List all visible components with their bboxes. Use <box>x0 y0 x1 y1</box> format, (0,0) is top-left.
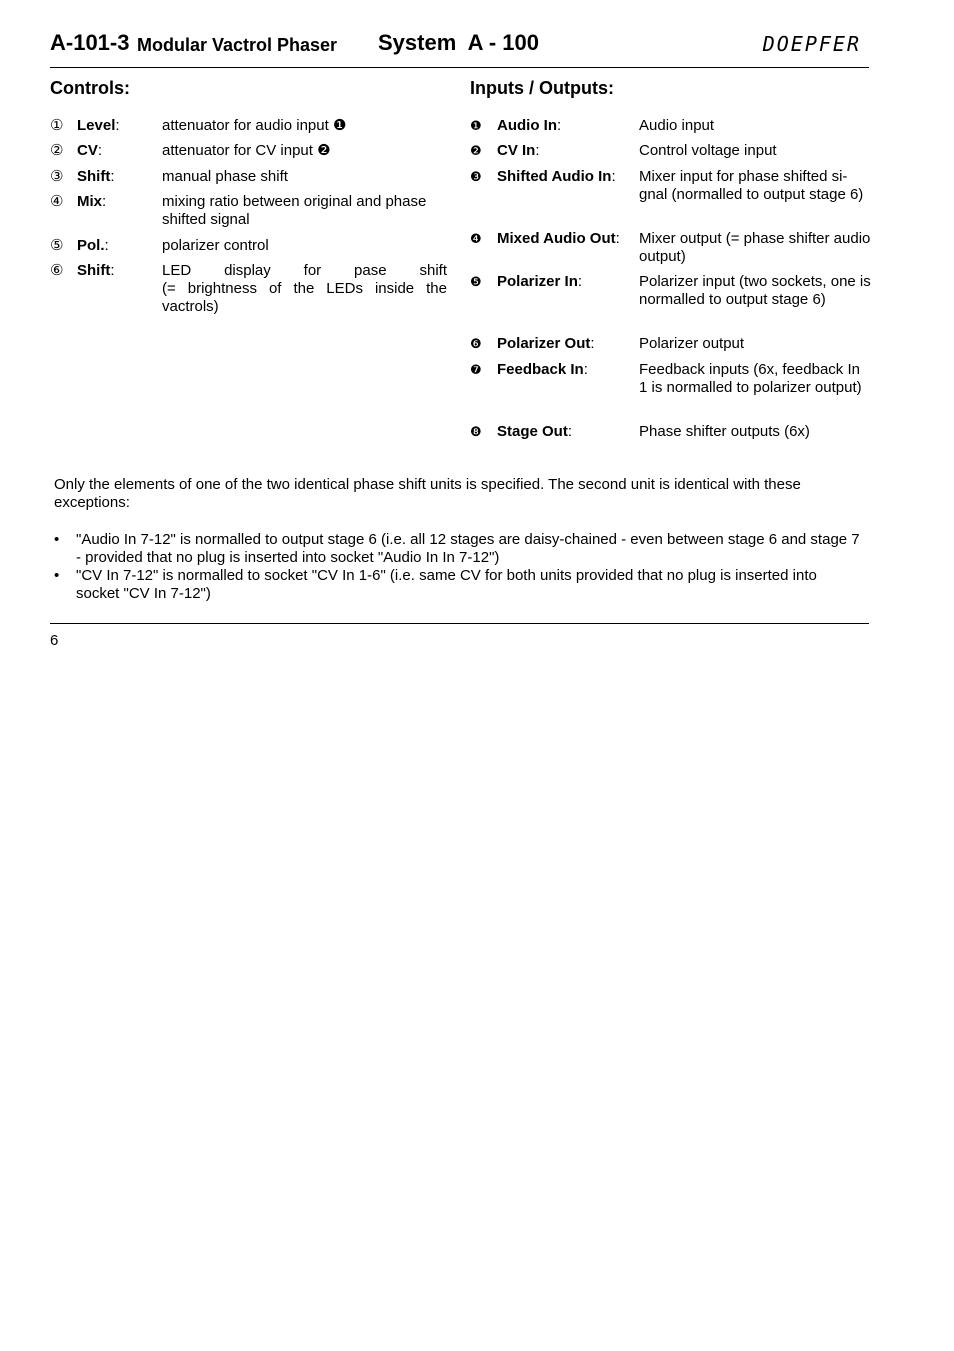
io-number: ❶ <box>470 118 482 133</box>
io-number: ❼ <box>470 362 482 377</box>
io-heading: Inputs / Outputs: <box>470 78 614 98</box>
io-description: Polarizer output <box>639 335 745 352</box>
control-number: ③ <box>50 168 64 185</box>
note-bullet-item <box>54 567 864 603</box>
control-number: ① <box>50 117 64 134</box>
note-bullet-text: "CV In 7-12" is normalled to socket "CV In 1-6" (i.e. same CV for both units provided that no plug is inserted into socket "CV In 7-12") <box>76 567 817 602</box>
control-label: Shift: <box>77 168 115 185</box>
io-label: CV In: <box>497 142 540 159</box>
controls-heading: Controls: <box>50 78 130 98</box>
bullet-dot: • <box>54 531 60 548</box>
io-description: Mixer input for phase shifted si-gnal (normalled to output stage 6) <box>639 168 864 203</box>
control-description: mixing ratio between original and phase shifted signal <box>162 193 427 228</box>
bullet-dot: • <box>54 567 60 584</box>
control-label: Level: <box>77 117 120 134</box>
control-description-rest: (= brightness of the LEDs inside the vactrols) <box>162 280 447 315</box>
control-label: CV: <box>77 142 103 159</box>
io-description: Feedback inputs (6x, feedback In 1 is normalled to polarizer output) <box>639 361 862 396</box>
control-number: ⑤ <box>50 237 64 254</box>
control-label: Pol.: <box>77 237 109 254</box>
io-label: Audio In: <box>497 117 562 134</box>
io-number: ❸ <box>470 169 482 184</box>
io-label: Stage Out: <box>497 423 573 440</box>
io-description: Control voltage input <box>639 142 777 159</box>
io-description: Mixer output (= phase shifter audio output) <box>639 230 871 265</box>
io-number: ❹ <box>470 231 482 246</box>
control-description: polarizer control <box>162 237 269 254</box>
footer-rule <box>50 623 869 624</box>
control-description: attenuator for CV input ❷ <box>162 142 331 159</box>
io-number: ❽ <box>470 424 482 439</box>
io-description: Phase shifter outputs (6x) <box>639 423 810 440</box>
control-number: ② <box>50 142 64 159</box>
io-label: Feedback In: <box>497 361 588 378</box>
note-bullet-item <box>54 531 864 567</box>
io-number: ❺ <box>470 274 482 289</box>
io-number: ❷ <box>470 143 482 158</box>
control-label: Mix: <box>77 193 107 210</box>
io-label: Polarizer In: <box>497 273 583 290</box>
io-label: Shifted Audio In: <box>497 168 616 185</box>
page-header <box>50 30 869 60</box>
doepfer-logo: DOEPFER <box>762 32 861 56</box>
module-model: A-101-3 <box>50 30 130 55</box>
control-description <box>162 262 447 316</box>
page-number: 6 <box>50 632 59 649</box>
note-bullet-list <box>54 531 864 603</box>
control-description: manual phase shift <box>162 168 288 185</box>
io-label: Mixed Audio Out: <box>497 230 620 247</box>
io-number: ❻ <box>470 336 482 351</box>
note-bullet-text: "Audio In 7-12" is normalled to output stage 6 (i.e. all 12 stages are daisy-chained - even between stage 6 and stage 7 - provided that no plug is inserted into socket "Audio In In 7-12") <box>76 531 860 566</box>
io-description: Audio input <box>639 117 715 134</box>
note-paragraph: Only the elements of one of the two identical phase shift units is specified. The second unit is identical with these exceptions: <box>54 476 801 511</box>
control-label: Shift: <box>77 262 115 279</box>
control-description: attenuator for audio input ❶ <box>162 117 347 134</box>
control-number: ⑥ <box>50 262 64 279</box>
header-rule <box>50 67 869 68</box>
io-label: Polarizer Out: <box>497 335 595 352</box>
system-title: System A - 100 <box>378 30 540 55</box>
control-number: ④ <box>50 193 64 210</box>
module-name: Modular Vactrol Phaser <box>137 35 338 55</box>
io-description: Polarizer input (two sockets, one is normalled to output stage 6) <box>639 273 871 308</box>
control-description-line: LED display for pase shift <box>162 262 447 279</box>
